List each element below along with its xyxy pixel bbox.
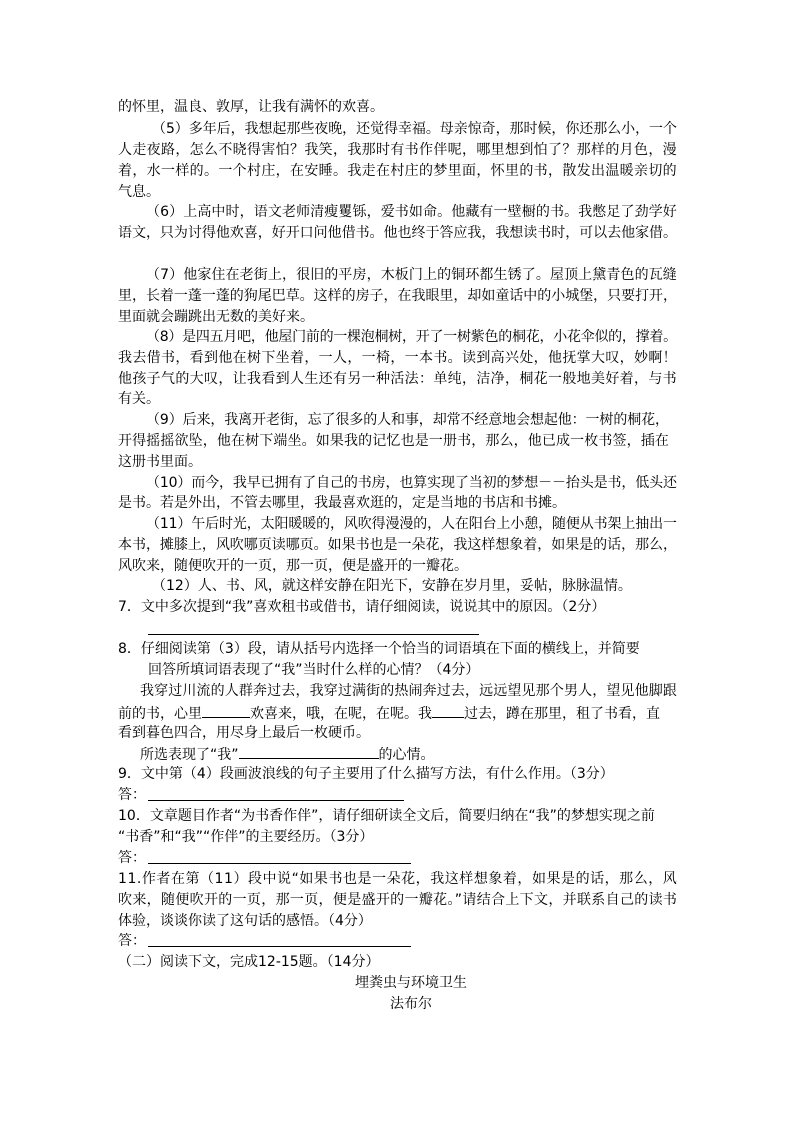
paragraph-line: （6）上高中时，语文老师清瘦矍铄，爱书如命。他藏有一壁橱的书。我憋足了劲学好 [146,204,677,220]
paragraph-line: 开得摇摇欲坠，他在树下端坐。如果我的记忆也是一册书，那么，他已成一枚书签，插在 [118,433,669,449]
q8-passage-line [118,704,660,722]
q8-passage-line: 看到暮色四合，用尽身上最后一枚硬币。 [118,725,370,741]
paragraph-line: 着，水一样的。一个村庄，在安睡。我走在村庄的梦里面，怀里的书，散发出温暖亲切的 [118,163,677,179]
answer-label: 答： [118,850,146,866]
paragraph-line: 人走夜路，怎么不晓得害怕？我笑，我那时有书作伴呢，哪里想到怕了？那样的月色，漫 [118,142,677,158]
q8-answer-suffix: 的心情。 [378,747,435,763]
q8-passage-line: 我穿过川流的人群奔过去，我穿过满街的热闹奔过去，远远望见那个男人，望见他脚跟 [140,683,677,699]
paragraph-line: （10）而今，我早已拥有了自己的书房，也算实现了当初的梦想－－抬头是书，低头还 [146,475,677,491]
question-7: 7．文中多次提到“我”喜欢租书或借书，请仔细阅读，说说其中的原因。（2分） [118,599,606,615]
paragraph-line: 我去借书，看到他在树下坐着，一人，一椅，一本书。读到高兴处，他抚掌大叹，妙啊！ [118,350,677,366]
paragraph-line: 他孩子气的大叹，让我看到人生还有另一种活法：单纯，洁净，桐花一般地美好着，与书 [118,371,677,387]
answer-line-11[interactable] [148,946,411,947]
paragraph-line: 里，长着一蓬一蓬的狗尾巴草。这样的房子，在我眼里，却如童话中的小城堡，只要打开， [118,288,677,304]
section-heading: （二）阅读下文，完成12-15题。（14分） [118,954,380,970]
paragraph-line: （11）午后时光，太阳暖暖的，风吹得漫漫的，人在阳台上小憩，随便从书架上抽出一 [146,516,677,532]
question-10: 10．文章题目作者“为书香作伴”，请仔细研读全文后，简要归纳在“我”的梦想实现之前 [118,808,655,824]
answer-label: 答： [118,933,146,949]
q8-answer-line [140,745,435,763]
paragraph-line: （5）多年后，我想起那些夜晚，还觉得幸福。母亲惊奇，那时候，你还那么小，一个 [152,121,677,137]
paragraph-line: 里面就会蹦跳出无数的美好来。 [118,309,314,325]
question-10-cont: “书香”和“我”“作伴”的主要经历。（3分） [118,829,374,845]
paragraph-line: 是书。若是外出，不管去哪里，我最喜欢逛的，定是当地的书店和书摊。 [118,495,566,511]
paragraph-line: （9）后来，我离开老街，忘了很多的人和事，却常不经意地会想起他：一树的桐花， [146,412,669,428]
blank-2[interactable] [432,704,464,718]
paragraph-line: （8）是四五月吧，他屋门前的一棵泡桐树，开了一树紫色的桐花，小花伞似的，撑着。 [146,329,677,345]
paragraph-line: 这册书里面。 [118,454,202,470]
question-11-cont: 吹来，随便吹开的一页，那一页，便是盛开的一瓣花。”请结合上下文，并联系自己的读书 [118,892,678,908]
q8-answer-prefix: 所选表现了“我” [140,747,239,763]
article-author: 法布尔 [390,996,432,1012]
paragraph-line: 语文，只为讨得他欢喜，好开口问他借书。他也终于答应我，我想读书时，可以去他家借。 [118,225,677,241]
paragraph-line: 的怀里，温良、敦厚，让我有满怀的欢喜。 [118,99,384,115]
question-11: 11.作者在第（11）段中说“如果书也是一朵花，我这样想象着，如果是的话，那么，风 [118,871,678,887]
answer-line-7[interactable] [148,634,479,635]
paragraph-line: （12）人、书、风，就这样安静在阳光下，安静在岁月里，妥帖，脉脉温情。 [152,578,632,594]
answer-line-9[interactable] [148,800,404,801]
article-title: 埋粪虫与环境卫生 [355,975,467,991]
q8-passage-text: 欢喜来，哦，在呢，在呢。我 [250,706,432,722]
answer-label: 答： [118,787,146,803]
question-8-cont: 回答所填词语表现了“我”当时什么样的心情？（4分） [148,662,480,678]
paragraph-line: 有关。 [118,391,160,407]
paragraph-line: （7）他家住在老街上，很旧的平房，木板门上的铜环都生锈了。屋顶上黛青色的瓦缝 [146,267,677,283]
question-8: 8．仔细阅读第（3）段，请从括号内选择一个恰当的词语填在下面的横线上，并简要 [118,641,640,657]
q8-passage-text: 过去，蹲在那里，租了书看，直 [464,706,660,722]
question-9: 9．文中第（4）段画波浪线的句子主要用了什么描写方法，有什么作用。（3分） [118,766,614,782]
answer-line-10[interactable] [148,863,411,864]
paragraph-line: 风吹来，随便吹开的一页，那一页，便是盛开的一瓣花。 [118,558,468,574]
blank-1[interactable] [202,704,250,718]
paragraph-line: 气息。 [118,184,160,200]
question-11-cont: 体验，谈谈你读了这句话的感悟。（4分） [118,913,372,929]
paragraph-line: 本书，摊膝上，风吹哪页读哪页。如果书也是一朵花，我这样想象着，如果是的话，那么， [118,537,677,553]
q8-passage-text: 前的书，心里 [118,706,202,722]
blank-3[interactable] [239,745,379,759]
